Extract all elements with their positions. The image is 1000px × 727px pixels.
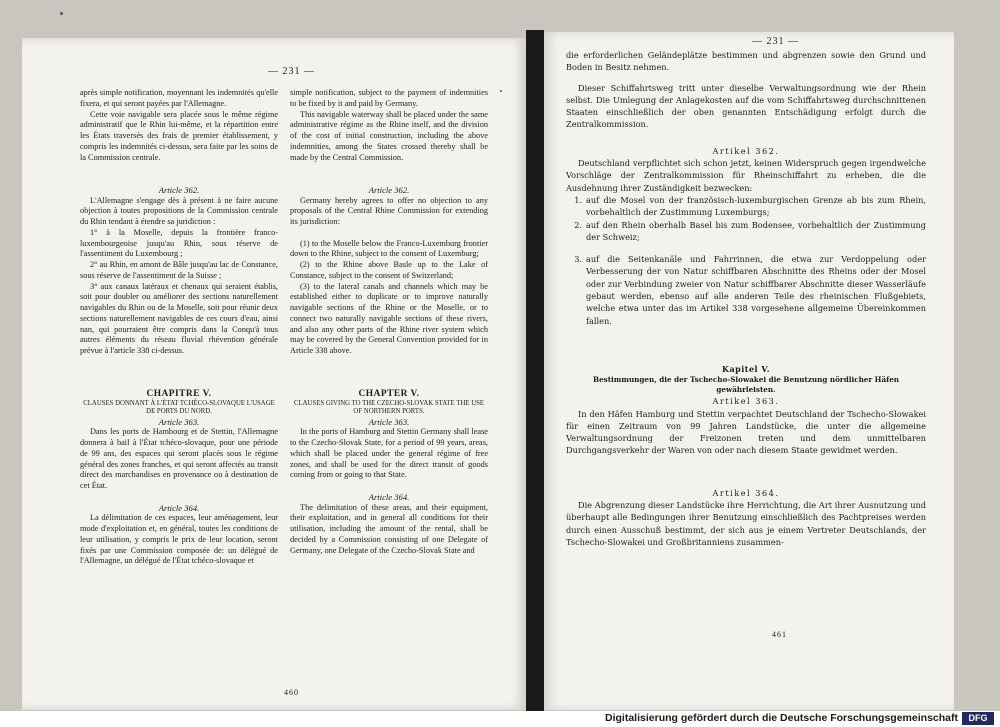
de-article-362-title: Artikel 362. — [712, 145, 780, 156]
right-page — [544, 32, 954, 710]
fr-art362-item2: 2° au Rhin, en amont de Bâle jusqu'au lac de Constance, sous réserve de l'assentiment de la Suisse ; — [80, 260, 278, 280]
en-art364-text: The delimitation of these areas, and their equipment, their exploitation, and in general all conditions for their utilisation, including the amount of the rental, shall be decided by a Commission consisting of one Delegate of Germany, one Delegate of the Czecho-Slovak State and — [290, 502, 488, 555]
de-item-3 — [566, 253, 926, 327]
fr-article-363-title: Article 363. — [158, 416, 200, 427]
de-chapter-subtitle: Bestimmungen, die der Tschecho-Slowakei die Benutzung nördlicher Häfen gewährleisten. — [593, 375, 899, 395]
de-item-2-text: auf den Rhein oberhalb Basel bis zum Bodensee, vorbehaltlich der Zustimmung der Schweiz; — [586, 219, 926, 242]
de-item-1 — [566, 194, 926, 219]
de-article-363-title: Artikel 363. — [712, 396, 780, 407]
left-page-number: — 231 — — [268, 66, 315, 77]
de-art363-text: In den Häfen Hamburg und Stettin verpachtet Deutschland der Tschecho-Slowakei für einen Zeitraum von 99 Jahren Landstücke, die unter die allgemeine Verwaltungsordnung der Freizonen treten und dem unmittelbaren Durchgangsverkehr der Waren von oder nach diesem Staate gewidmet werden. — [566, 408, 926, 456]
de-item-2-number: 2. — [574, 219, 582, 230]
en-art363-text: In the ports of Hamburg and Stettin Germany shall lease to the Czecho-Slovak State, for a period of 99 years, areas, which shall be placed under the general régime of free zones, and shall be used for the direct transit of goods coming from or going to that State. — [290, 427, 488, 480]
de-article-364-title: Artikel 364. — [712, 487, 780, 498]
fr-chapter-title: CHAPITRE V. — [146, 388, 212, 399]
right-bottom-page-number: 461 — [772, 630, 787, 639]
left-page — [22, 38, 526, 710]
scan-speck — [500, 90, 502, 92]
en-art362-intro: Germany hereby agrees to offer no objection to any proposals of the Central Rhine Commission for extending its jurisdiction: — [290, 195, 488, 226]
scan-speck — [60, 12, 63, 15]
de-item-2 — [566, 219, 926, 244]
de-chapter-title: Kapitel V. — [722, 363, 770, 374]
fr-art364-text: La délimitation de ces espaces, leur aménagement, leur mode d'exploitation et, en général, toutes les conditions de leur utilisation, y compris le prix de leur location, seront fixés par une Commission composée de: un délégué de l'Allemagne, un délégué de l'État tchéco-slovaque et — [80, 513, 278, 566]
de-intro-1: die erforderlichen Geländeplätze bestimmen und abgrenzen sowie den Grund und Boden in Besitz nehmen. — [566, 50, 926, 73]
de-item-3-number: 3. — [574, 254, 582, 265]
book-gutter — [526, 30, 544, 712]
en-article-364-title: Article 364. — [368, 491, 410, 502]
fr-intro-1: après simple notification, moyennant les indemnités qu'elle fixera, et qui seront payées par l'Allemagne. — [80, 88, 278, 108]
footer-credit: Digitalisierung gefördert durch die Deutsche Forschungsgemeinschaft — [605, 712, 958, 724]
right-page-number: — 231 — — [752, 36, 799, 47]
fr-article-364-title: Article 364. — [158, 502, 200, 513]
german-column — [566, 49, 926, 548]
en-article-362-title: Article 362. — [368, 184, 410, 195]
en-art362-item2: (2) to the Rhine above Basle up to the Lake of Constance, subject to the consent of Switzerland; — [290, 260, 488, 280]
en-chapter-subtitle: CLAUSES GIVING TO THE CZECHO-SLOVAK STATE THE USE OF NORTHERN PORTS. — [293, 399, 485, 415]
de-intro-2: Dieser Schiffahrtsweg tritt unter dieselbe Verwaltungsordnung wie der Rhein selbst. Die Umlegung der Anlagekosten auf die vom Schiffahrtsweg durchschnittenen Staaten einschließlich der oben genannten Entschädigung erfolgt durch die Zentralkommission. — [566, 82, 926, 130]
fr-art362-item3: 3° aux canaux latéraux et chenaux qui seraient établis, soit pour doubler ou améliorer des sections naturellement navigables du Rhin ou de la Moselle, soit pour réunir deux sections naturellement navigables de ces cours d'eau, ainsi nan, qui pourraient être compris dans la Conqu'à tous autres éléments du réseau fluvial rhévention générale prévue à l'article 338 ci-dessus. — [80, 281, 278, 355]
french-column — [80, 88, 278, 567]
fr-art362-intro: L'Allemagne s'engage dès à présent à ne faire aucune objection à toutes propositions de la Commission centrale du Rhin tendant à étendre sa juridiction : — [80, 195, 278, 226]
fr-art363-text: Dans les ports de Hambourg et de Stettin, l'Allemagne donnera à bail à l'État tchéco-slovaque, pour une période de 99 ans, des espaces qui seront placés sous le régime général des zones franches, et qui seront affectés au transit direct des marchandises en provenance ou à destination de cet État. — [80, 427, 278, 490]
fr-intro-2: Cette voie navigable sera placée sous le même régime administratif que le Rhin lui-même, et la répartition entre les États traversés des frais de premier établissement, y compris les indemnités ci-dessus, sera faite par les soins de la Commission centrale. — [80, 109, 278, 162]
en-intro-2: This navigable waterway shall be placed under the same administrative régime as the Rhine itself, and the division of the cost of initial construction, including the above indemnities, among the States crossed thereby shall be made by the Central Commission. — [290, 109, 488, 162]
dfg-logo: DFG — [962, 712, 994, 725]
en-article-363-title: Article 363. — [368, 416, 410, 427]
de-art362-intro: Deutschland verpflichtet sich schon jetzt, keinen Widerspruch gegen irgendwelche Vorschläge der Zentralkommission für Rheinschiffahrt zu erheben, die die Ausdehnung ihrer Zuständigkeit bezwecken: — [566, 158, 926, 193]
english-column — [290, 88, 488, 556]
left-bottom-page-number: 460 — [284, 688, 299, 697]
de-art364-text: Die Abgrenzung dieser Landstücke ihre Herrichtung, die Art ihrer Ausnutzung und überhaupt alle Bedingungen ihrer Benutzung einschließlich des Pachtpreises werden durch einen Ausschuß bestimmt, der sich aus je einem Vertreter Deutschlands, der Tschecho-Slowakei und Großbritanniens zusammen- — [566, 500, 926, 547]
fr-chapter-subtitle: CLAUSES DONNANT À L'ÉTAT TCHÉCO-SLOVAQUE L'USAGE DE PORTS DU NORD. — [83, 399, 275, 415]
fr-article-362-title: Article 362. — [158, 184, 200, 195]
en-art362-item3: (3) to the lateral canals and channels which may be established either to duplicate or to improve naturally navigable sections of the Rhine or the Moselle, or to connect two naturally navigable sections of these rivers, and also any other parts of the Rhine river system which may be covered by the General Convention provided for in Article 338 above. — [290, 281, 488, 355]
en-intro-1: simple notification, subject to the payment of indemnities to be fixed by it and paid by Germany. — [290, 88, 488, 108]
en-art362-item1: (1) to the Moselle below the Franco-Luxemburg frontier down to the Rhine, subject to the consent of Luxemburg; — [290, 238, 488, 259]
de-item-1-text: auf die Mosel von der französisch-luxemburgischen Grenze ab bis zum Rhein, vorbehaltlich der Zustimmung Luxemburgs; — [586, 194, 926, 218]
de-item-3-text: auf die Seitenkanäle und Fahrrinnen, die etwa zur Verdoppelung oder Verbesserung der von Natur schiffbaren Abschnitte des Rheins oder der Mosel oder zur Verbindung zweier von Natur schiffbarer Abschnitte dieser Wasserläufe gebaut werden, ebenso auf alle anderen Teile des rheinischen Flußgebiets, welche etwa unter das im Artikel 338 vorgesehene allgemeine Übereinkommen fallen. — [586, 254, 926, 326]
en-chapter-title: CHAPTER V. — [358, 388, 420, 399]
de-item-1-number: 1. — [574, 194, 582, 205]
fr-art362-item1: 1° à la Moselle, depuis la frontière franco-luxembourgeoise jusqu'au Rhin, sous réserve de l'assentiment du Luxembourg ; — [80, 227, 278, 259]
